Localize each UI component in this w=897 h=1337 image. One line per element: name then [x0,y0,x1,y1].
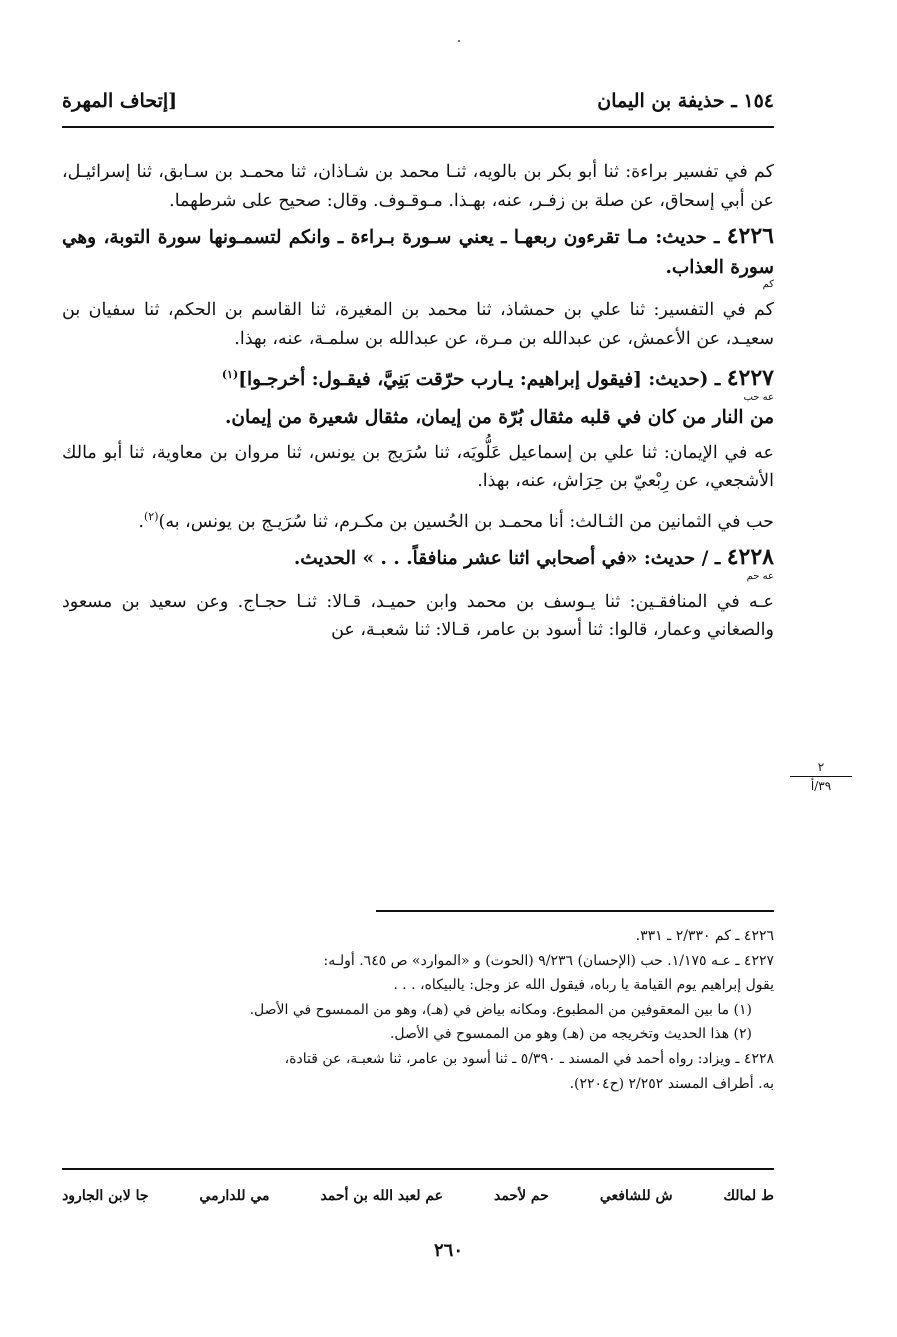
abbrev-item: عم لعبد الله بن أحمد [320,1188,444,1204]
margin-folio: ٣٩/أ [810,779,832,793]
hadith-number: ٤٢٢٧ [726,365,774,392]
abbrev-item: مي للدارمي [199,1188,270,1204]
speck [458,40,460,42]
footnotes [62,924,774,1096]
footnote-rule [376,910,774,912]
abbrev-item: ط لمالك [723,1188,774,1204]
header-book-title: [إتحاف المهرة [62,90,178,112]
abbreviation-rule [62,1168,774,1170]
paragraph-isnad-5: عـه في المنافقـين: ثنا يـوسف بن محمد وابن حميـد، قـالا: ثنـا حجـاج. وعن سعيد بن مسعود والصغاني وعمار، قالوا: ثنا أسود بن عامر، قـالا: ثنا شعبـة، عن [62,591,774,641]
footnote-4227: ٤٢٢٧ ـ عـه ١/١٧٥. حب (الإحسان) ٩/٢٣٦ (الحوت) و «الموارد» ص ٦٤٥. أولـه: [323,952,774,969]
isnad-text: حب في الثمانين من الثـالث: أنا محمـد بن الحُسين بن مكـرم، ثنا سُرَيـج بن يونس، به) [158,511,774,532]
footnote-2: (٢) هذا الحديث وتخريجه من (هـ) وهو من الممسوح في الأصل. [389,1026,752,1043]
paragraph-isnad-3: عه في الإيمان: ثنا علي بن إسماعيل عَلُّويَه، ثنا سُرَيج بن يونس، ثنا مروان بن معاوية، ثنا أبو مالك الأشجعي، عن رِبْعيّ بن حِرَاش، عنه، بهذا. [62,442,774,492]
hadith-text: ـ حديث: مـا تقرءون ربعهـا ـ يعني سـورة بـراءة ـ وانكم لتسمـونها سورة التوبة، وهي سورة العذاب. [62,227,774,278]
abbrev-item: جا لابن الجارود [62,1188,149,1204]
abbrev-item: حم لأحمد [493,1188,549,1204]
hadith-text: ـ (حديث: [فيقول إبراهيم: يـارب حرّقت بَنِيَّ، فيقـول: أخرجـوا] [238,369,721,391]
hadith-text: ـ / حديث: «في أصحابي اثنا عشر منافقاً. . . » الحديث. [293,548,721,570]
period: . [138,511,144,532]
hadith-number: ٤٢٢٦ [726,223,774,250]
hadith-sigla: عه حم [746,570,774,582]
hadith-sigla: عه حب [743,392,774,404]
page-number: ٢٦٠ [433,1240,463,1261]
hadith-4227 [62,360,774,432]
header-rule [62,126,774,128]
footnote-4228-cont: به. أطراف المسند ٢/٢٥٢ (ح٢٢٠٤). [569,1075,774,1092]
abbrev-item: ش للشافعي [599,1188,673,1204]
paragraph-isnad-4 [62,503,774,536]
paragraph-isnad-1: كم في تفسير براءة: ثنا أبو بكر بن بالويه، ثنـا محمد بن شـاذان، ثنا محمـد بن سـابق، ثنا إسرائيـل، عن أبي إسحاق، عن صلة بن زفـر، عنه، بهـذا. مـوقـوف. وقال: صحيح على شرطهما. [62,162,774,211]
hadith-4226 [62,222,774,290]
footnote-4226: ٤٢٢٦ ـ كم ٢/٣٣٠ ـ ٣٣١. [635,928,774,944]
margin-folio-note [790,760,852,793]
running-header [62,84,774,118]
footnote-4228: ٤٢٢٨ ـ ويزاد: رواه أحمد في المسند ـ ٥/٣٩٠ ـ ثنا أسود بن عامر، ثنا شعبـة، عن قتادة، [284,1050,774,1067]
footnote-4227-cont: يقول إبراهيم يوم القيامة يا رباه، فيقول الله عز وجل: يالبيكاه، . . . [393,977,774,994]
hadith-text-continued: من النار من كان في قلبه مثقال بُرّة من إيمان، مثقال شعيرة من إيمان. [224,407,774,429]
footnote-marker: (٢) [143,509,159,523]
main-text [62,158,774,652]
paragraph-isnad-2: كم في التفسير: ثنا علي بن حمشاذ، ثنا محمد بن المغيرة، ثنا القاسم بن الحكم، ثنا سفيان بن سعيـد، عن الأعمش، عن عبدالله بن مـرة، عن عبدالله بن سلمـة، عنه، بهذا. [62,300,774,349]
footnote-1: (١) ما بين المعقوفين من المطبوع. ومكانه بياض في (هـ)، وهو من الممسوح في الأصل. [249,1001,752,1018]
margin-volume: ٢ [817,760,825,774]
abbreviation-key [62,1188,774,1204]
hadith-number: ٤٢٢٨ [726,544,774,571]
header-section-title: ١٥٤ ـ حذيفة بن اليمان [597,90,774,112]
hadith-4228 [62,543,774,582]
margin-divider [790,776,852,777]
footnote-marker: (١) [221,368,239,382]
hadith-sigla: كم [762,279,774,291]
